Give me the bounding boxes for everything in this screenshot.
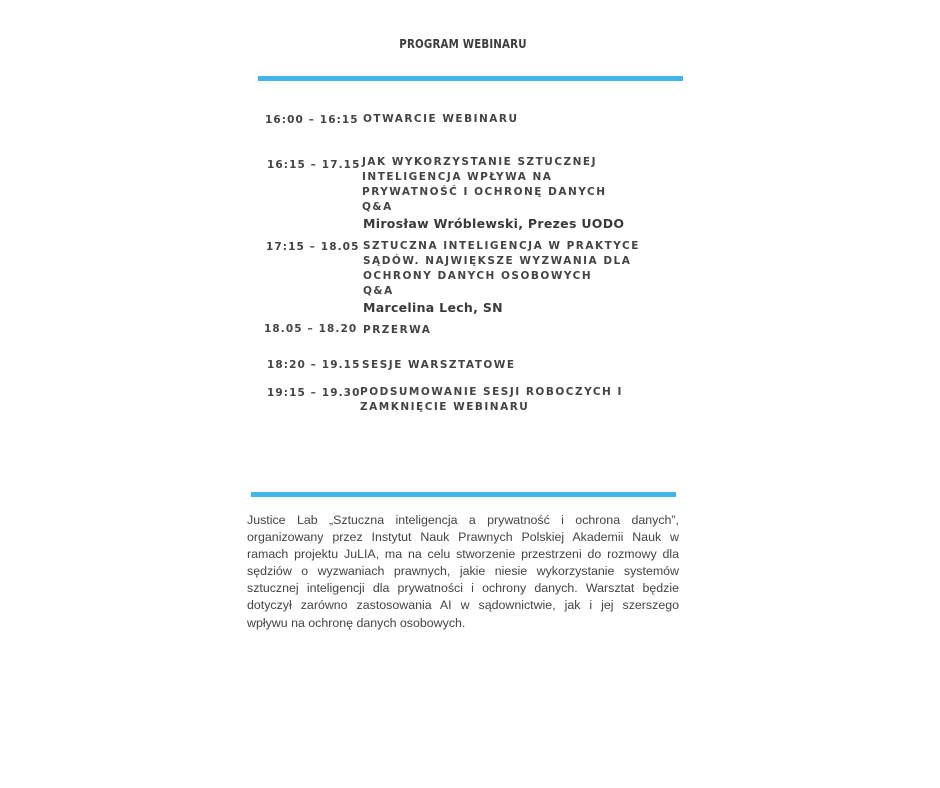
agenda-session [362, 155, 607, 215]
event-description [247, 512, 679, 632]
agenda-speaker: Mirosław Wróblewski, Prezes UODO [363, 216, 625, 231]
agenda-session [363, 112, 519, 127]
agenda-session-line: PRYWATNOŚĆ I OCHRONĘ DANYCH [362, 186, 607, 198]
agenda-session-line: OTWARCIE WEBINARU [363, 113, 519, 125]
agenda-session-line: Q&A [362, 201, 393, 213]
description-line: dotyczył zarówno zastosowania AI w sądownictwie, jak i jej szerszego [247, 598, 679, 613]
agenda-session-line: SĄDÓW. NAJWIĘKSZE WYZWANIA DLA [363, 255, 632, 267]
page-title: PROGRAM WEBINARU [399, 36, 527, 51]
agenda-session-line: SESJE WARSZTATOWE [362, 359, 516, 371]
agenda-time: 16:15 – 17.15 [267, 159, 361, 171]
agenda-session-line: PODSUMOWANIE SESJI ROBOCZYCH I [360, 386, 623, 398]
description-line: organizowany przez Instytut Nauk Prawnych Polskiej Akademii Nauk w [247, 530, 679, 545]
agenda-time: 17:15 – 18.05 [266, 241, 360, 253]
agenda-time: 18.05 – 18.20 [264, 323, 358, 335]
agenda-session [362, 358, 516, 373]
agenda-session [360, 385, 623, 415]
agenda-session-line: INTELIGENCJA WPŁYWA NA [362, 171, 553, 183]
description-line: ramach projektu JuLIA, ma na celu stworzenie przestrzeni do rozmowy dla [247, 547, 679, 562]
description-line: Justice Lab „Sztuczna inteligencja a prywatność i ochrona danych”, [247, 513, 679, 527]
description-line: wpływu na ochronę danych osobowych. [247, 615, 466, 630]
bottom-divider [251, 492, 676, 497]
agenda-session-line: SZTUCZNA INTELIGENCJA W PRAKTYCE [363, 240, 640, 252]
agenda-session [363, 323, 431, 338]
agenda-session-line: JAK WYKORZYSTANIE SZTUCZNEJ [362, 156, 598, 168]
agenda-session-line: PRZERWA [363, 324, 432, 336]
top-divider [258, 76, 683, 81]
agenda-time: 18:20 – 19.15 [267, 359, 361, 371]
agenda-speaker: Marcelina Lech, SN [363, 300, 503, 315]
description-line: sędziów o wyzwaniach prawnych, jakie niesie wykorzystanie systemów [247, 564, 679, 579]
agenda-time: 16:00 – 16:15 [265, 114, 359, 126]
agenda-session-line: ZAMKNIĘCIE WEBINARU [360, 401, 530, 413]
agenda-session [363, 239, 640, 299]
description-line: sztucznej inteligencji dla prywatności i ochrony danych. Warsztat będzie [247, 581, 679, 596]
agenda-time: 19:15 – 19.30 [267, 387, 361, 399]
agenda-session-line: OCHRONY DANYCH OSOBOWYCH [363, 270, 593, 282]
agenda-session-line: Q&A [363, 285, 394, 297]
